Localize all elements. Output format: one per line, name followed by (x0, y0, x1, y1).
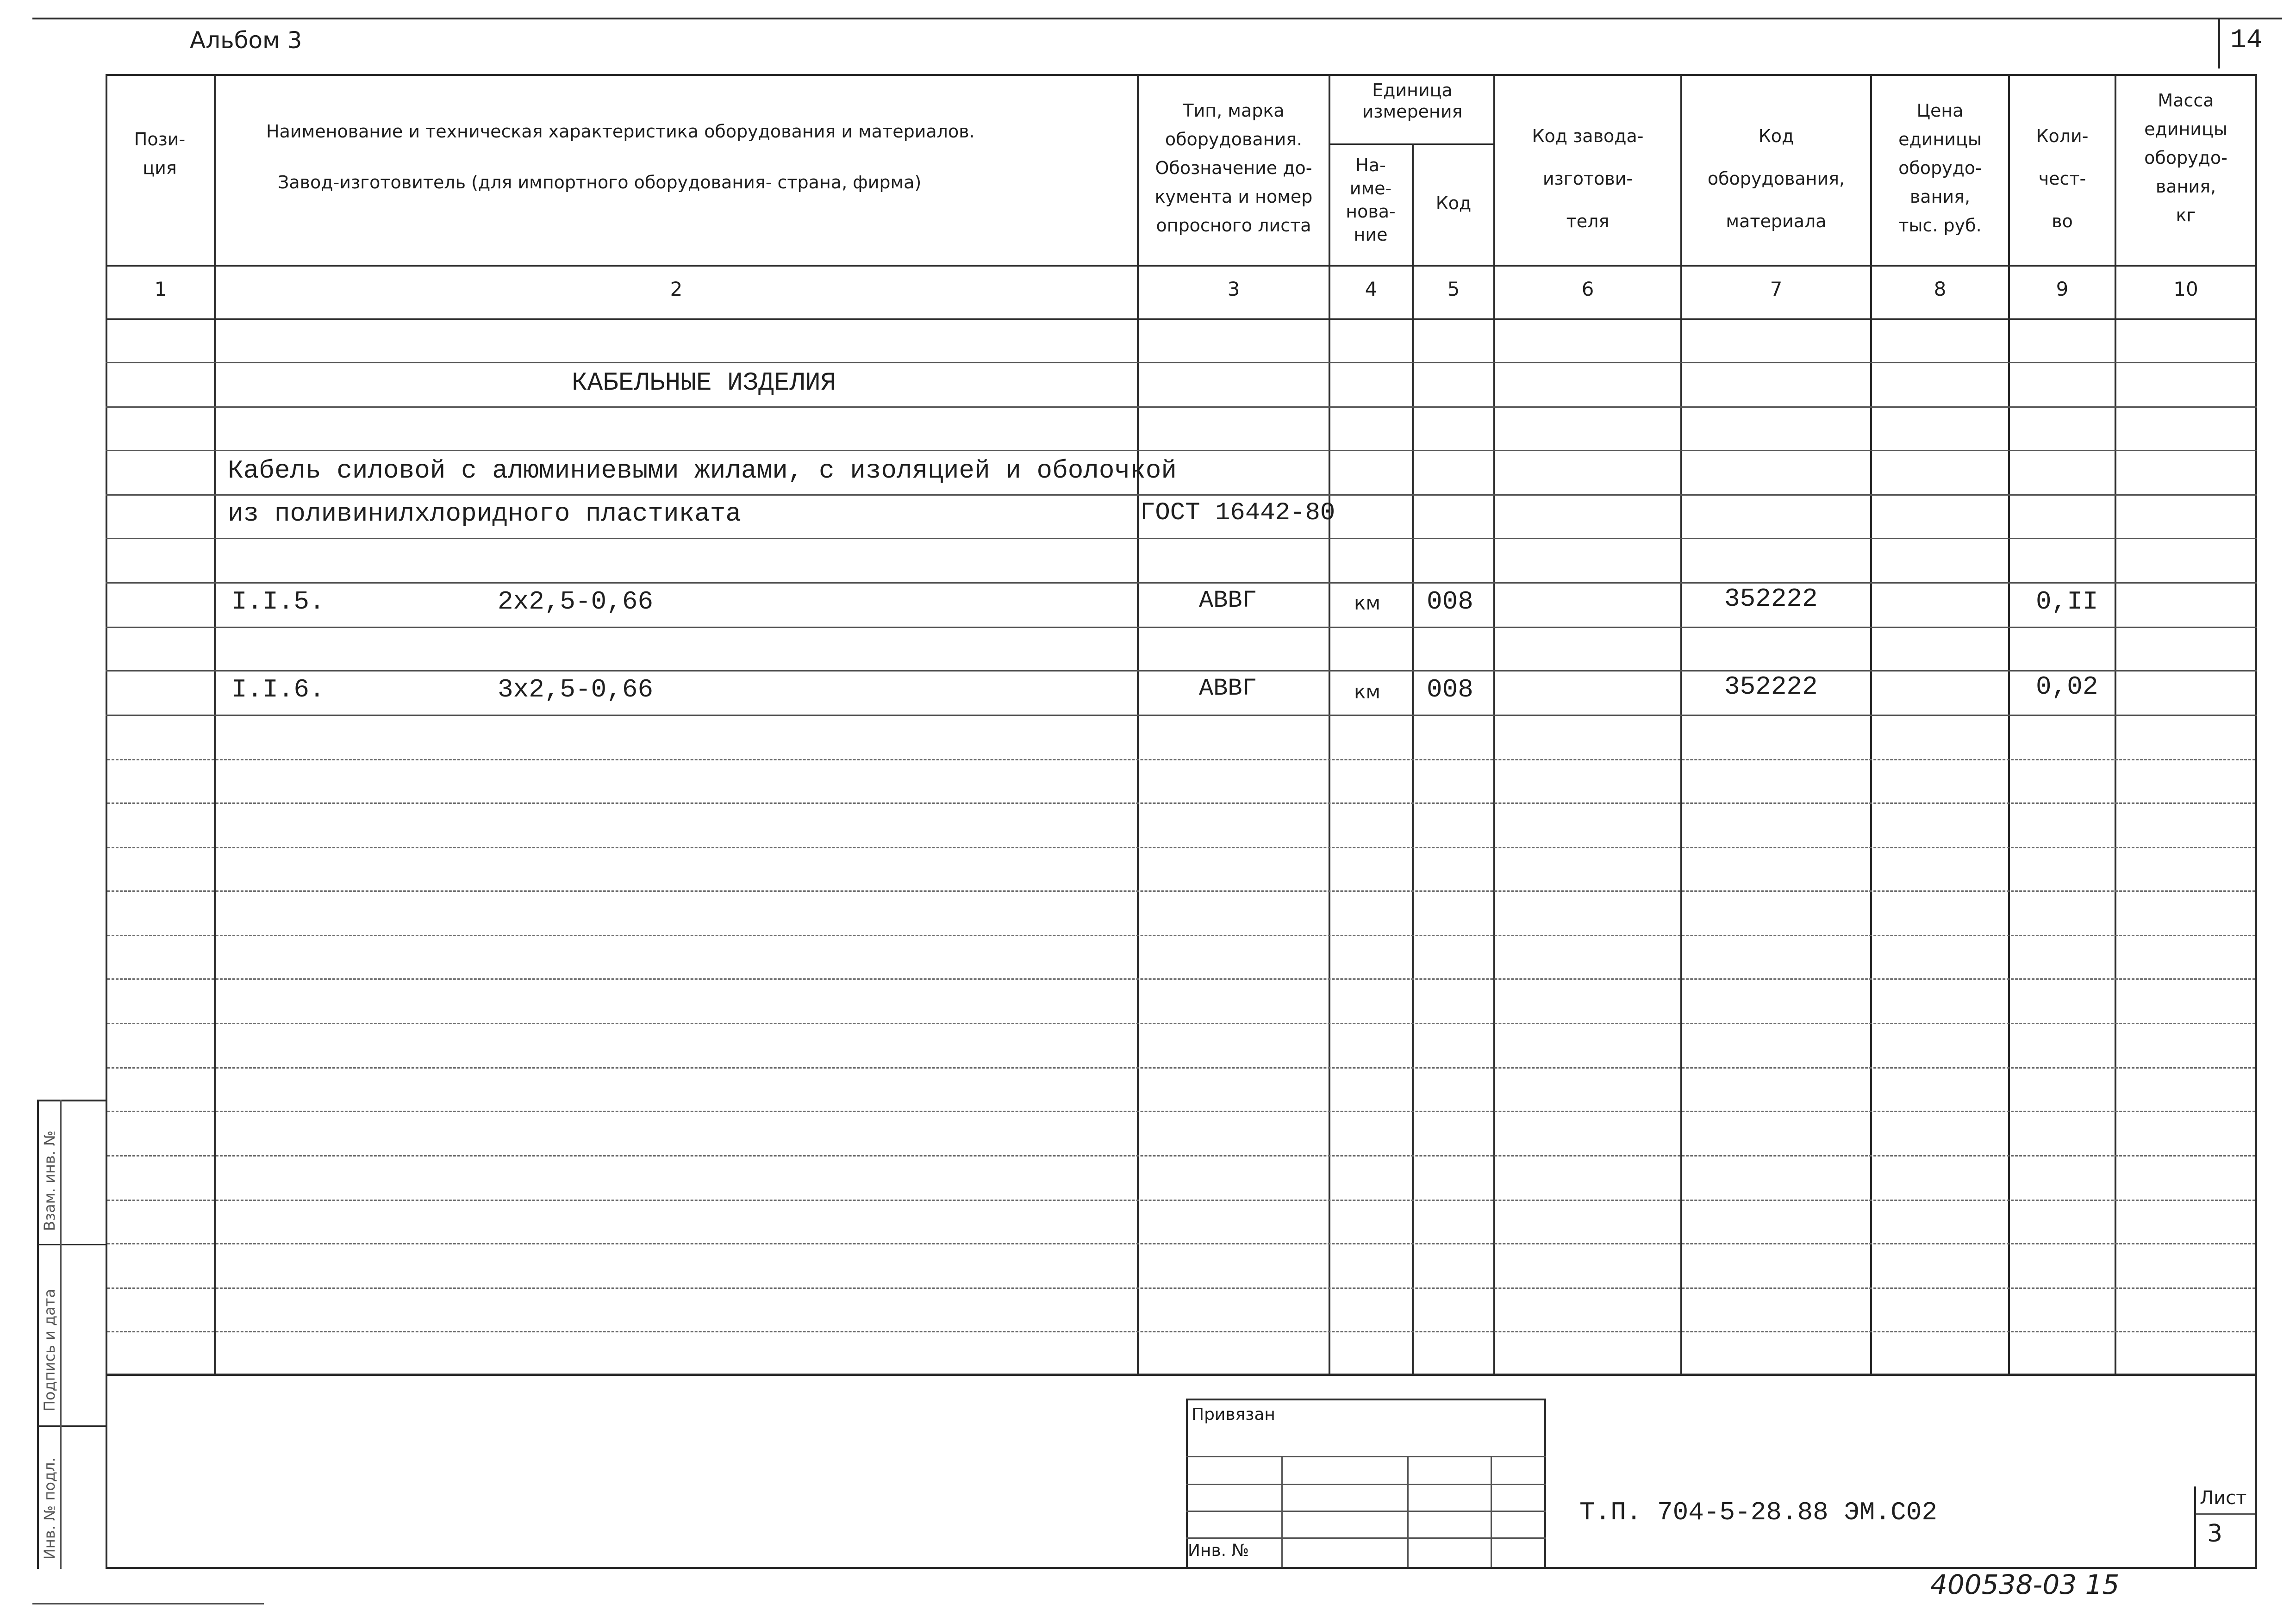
cable-description-line1: Кабель силовой с алюминиевыми жилами, с изоляцией и оболочкой (228, 456, 1177, 485)
album-label: Альбом 3 (190, 27, 302, 54)
row-position: I.I.6. (231, 675, 325, 704)
col-number-2: 2 (670, 278, 683, 300)
header-mass: Масса единицы оборудо- вания, кг (2144, 90, 2227, 225)
col-number-3: 3 (1227, 278, 1240, 300)
row-equipment-code: 352222 (1724, 672, 1818, 702)
stamp-privyazan: Привязан (1192, 1405, 1275, 1424)
stamp-inv-number: Инв. № (1188, 1541, 1249, 1560)
header-unit-code: Код (1435, 193, 1472, 213)
archive-code: 400538-03 15 (1930, 1569, 2120, 1600)
row-quantity: 0,02 (2036, 672, 2098, 702)
header-price: Цена единицы оборудо- вания, тыс. руб. (1898, 100, 1982, 236)
header-name: Наименование и техническая характеристика оборудования и материалов. (266, 121, 975, 142)
col-number-7: 7 (1770, 278, 1783, 300)
header-quantity: Коли- чест- во (2036, 126, 2089, 231)
header-factory-code: Код завода- изготови- теля (1532, 126, 1644, 231)
row-position: I.I.5. (231, 587, 325, 616)
header-type: Тип, марка оборудования. Обозначение до- кумента и номер опросного листа (1154, 100, 1313, 236)
cable-description-line2: из поливинилхлоридного пластиката (228, 499, 741, 529)
bottom-left-rule (32, 1603, 264, 1604)
document-code: Т.П. 704-5-28.88 ЭМ.С02 (1579, 1498, 1937, 1527)
side-label-signature-date: Подпись и дата (41, 1288, 58, 1412)
row-unit: км (1354, 591, 1381, 614)
row-spec: 2х2,5-0,66 (498, 587, 654, 616)
row-type: АВВГ (1199, 587, 1257, 614)
col-number-1: 1 (154, 278, 167, 300)
col-number-4: 4 (1365, 278, 1378, 300)
col-number-9: 9 (2056, 278, 2069, 300)
side-label-inv-original: Инв. № подл. (41, 1457, 58, 1560)
row-equipment-code: 352222 (1724, 584, 1818, 614)
header-equipment-code: Код оборудования, материала (1707, 126, 1845, 231)
sheet-number: 3 (2207, 1520, 2223, 1548)
row-unit-code: 008 (1427, 675, 1473, 704)
col-number-6: 6 (1581, 278, 1594, 300)
side-label-replace-inv: Взам. инв. № (41, 1130, 58, 1231)
row-quantity: 0,II (2036, 587, 2098, 616)
header-position: Пози- ция (134, 129, 186, 178)
row-spec: 3х2,5-0,66 (498, 675, 654, 704)
gost-reference: ГОСТ 16442-80 (1140, 499, 1335, 527)
row-unit: км (1354, 680, 1381, 703)
header-unit-name: На- име- нова- ние (1346, 155, 1396, 245)
section-title: КАБЕЛЬНЫЕ ИЗДЕЛИЯ (572, 368, 836, 398)
col-number-5: 5 (1447, 278, 1460, 300)
top-border (32, 18, 2282, 19)
col-number-8: 8 (1934, 278, 1947, 300)
header-manufacturer: Завод-изготовитель (для импортного оборудования- страна, фирма) (278, 172, 922, 193)
page-number-divider (2218, 18, 2220, 68)
page-number: 14 (2230, 25, 2263, 56)
sheet-label: Лист (2200, 1487, 2247, 1509)
header-unit-group: Единица измерения (1362, 80, 1463, 122)
row-unit-code: 008 (1427, 587, 1473, 616)
row-type: АВВГ (1199, 675, 1257, 702)
col-number-10: 10 (2173, 278, 2198, 300)
